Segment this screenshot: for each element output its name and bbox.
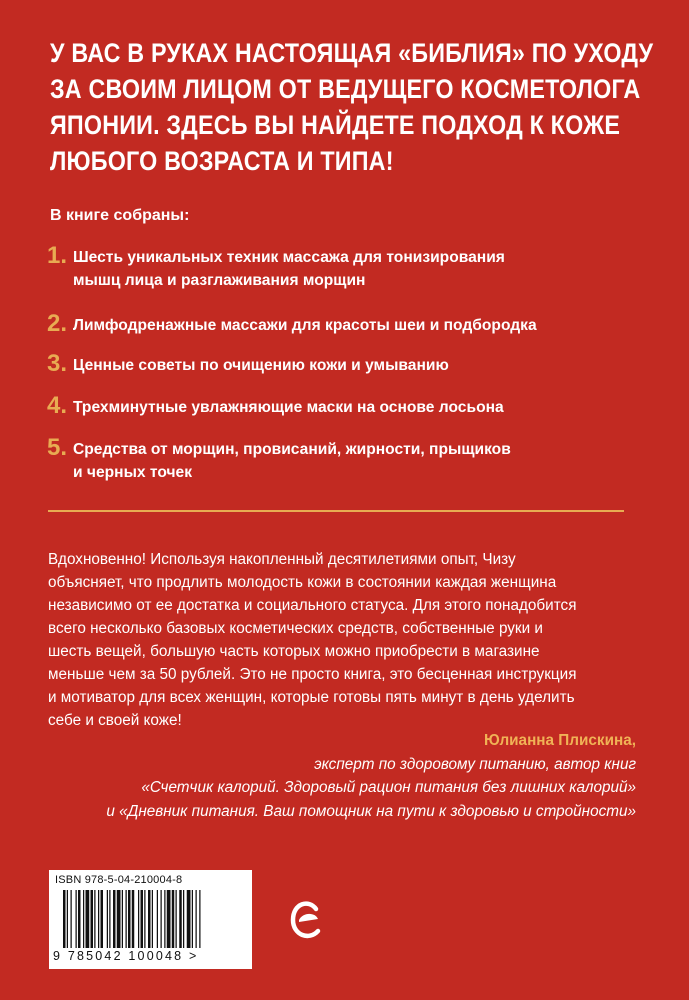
barcode-bar xyxy=(176,890,177,948)
description-line: себе и своей коже! xyxy=(48,712,182,729)
headline-line: У ВАС В РУКАХ НАСТОЯЩАЯ «БИБЛИЯ» ПО УХОДУ xyxy=(50,38,654,68)
feature-text xyxy=(73,246,505,292)
barcode-bar xyxy=(109,890,110,948)
feature-line: Трехминутные увлажняющие маски на основе лосьона xyxy=(73,399,504,416)
description-paragraph xyxy=(48,548,576,732)
feature-text xyxy=(73,314,537,337)
barcode-bar xyxy=(101,890,104,948)
description-line: объясняет, что продлить молодость кожи в состоянии каждая женщина xyxy=(48,574,557,591)
description-line: всего несколько базовых косметических средств, собственные руки и xyxy=(48,620,543,637)
eksmo-logo-icon xyxy=(289,895,323,945)
quote-attribution xyxy=(106,729,636,823)
barcode-bar xyxy=(172,890,175,948)
barcode-bar xyxy=(161,890,162,948)
barcode-bar xyxy=(71,890,72,948)
headline-line: ЯПОНИИ. ЗДЕСЬ ВЫ НАЙДЕТЕ ПОДХОД К КОЖЕ xyxy=(50,110,621,140)
barcode-bar xyxy=(98,890,99,948)
barcode-bar xyxy=(113,890,116,948)
author-name: Юлианна Плискина, xyxy=(484,732,636,749)
barcode-bar xyxy=(187,890,191,948)
barcode-bar xyxy=(94,890,95,948)
barcode-bar xyxy=(67,890,68,948)
headline-line: ЛЮБОГО ВОЗРАСТА И ТИПА! xyxy=(50,146,394,176)
barcode-bar xyxy=(179,890,182,948)
barcode-bar xyxy=(157,890,158,948)
isbn-barcode xyxy=(49,870,252,969)
isbn-label: ISBN 978-5-04-210004-8 xyxy=(55,874,183,886)
barcode-bar xyxy=(152,890,153,948)
barcode-digits: 9 785042 100048 > xyxy=(53,949,199,963)
barcode-bars xyxy=(61,890,245,948)
description-line: независимо от ее достатка и социального статуса. Для этого понадобится xyxy=(48,597,577,614)
barcode-bar xyxy=(196,890,197,948)
description-line: и мотиватор для всех женщин, которые готовы пять минут в день уделить xyxy=(48,689,575,706)
barcode-bar xyxy=(167,890,171,948)
feature-line: мышц лица и разглаживания морщин xyxy=(73,272,366,289)
author-role-line: эксперт по здоровому питанию, автор книг xyxy=(314,755,636,773)
feature-line: Ценные советы по очищению кожи и умыванию xyxy=(73,357,449,374)
description-line: Вдохновенно! Используя накопленный десятилетиями опыт, Чизу xyxy=(48,551,516,568)
feature-number: 2. xyxy=(47,310,68,337)
feature-number: 5. xyxy=(47,434,68,461)
barcode-bar xyxy=(126,890,127,948)
barcode-bar xyxy=(107,890,108,948)
barcode-bar xyxy=(63,890,66,948)
barcode-bar xyxy=(138,890,139,948)
barcode-bar xyxy=(117,890,121,948)
feature-line: Средства от морщин, провисаний, жирности, прыщиков xyxy=(73,441,511,458)
divider-line xyxy=(48,510,624,512)
barcode-bar xyxy=(86,890,90,948)
description-line: меньше чем за 50 рублей. Это не просто книга, это бесценная инструкция xyxy=(48,666,577,683)
barcode-bar xyxy=(141,890,144,948)
feature-line: Шесть уникальных техник массажа для тонизирования xyxy=(73,249,505,266)
feature-number: 3. xyxy=(47,350,68,377)
feature-text xyxy=(73,396,504,419)
feature-text xyxy=(73,354,449,377)
headline-line: ЗА СВОИМ ЛИЦОМ ОТ ВЕДУЩЕГО КОСМЕТОЛОГА xyxy=(50,74,641,104)
feature-number: 1. xyxy=(47,242,68,269)
barcode-bar xyxy=(128,890,131,948)
barcode-bar xyxy=(76,890,77,948)
headline xyxy=(50,35,654,179)
feature-text xyxy=(73,438,511,484)
barcode-bar xyxy=(91,890,94,948)
intro-label: В книге собраны: xyxy=(50,207,190,224)
feature-line: и черных точек xyxy=(73,464,193,481)
barcode-bar xyxy=(192,890,193,948)
barcode-bar xyxy=(83,890,84,948)
barcode-bar xyxy=(164,890,165,948)
barcode-bar xyxy=(78,890,81,948)
barcode-bar xyxy=(148,890,151,948)
barcode-bar xyxy=(199,890,200,948)
barcode-bar xyxy=(183,890,184,948)
barcode-bar xyxy=(122,890,123,948)
feature-number: 4. xyxy=(47,392,68,419)
barcode-bar xyxy=(132,890,135,948)
description-line: шесть вещей, большую часть которых можно приобрести в магазине xyxy=(48,643,540,660)
author-role-line: «Счетчик калорий. Здоровый рацион питания без лишних калорий» xyxy=(141,779,636,796)
author-role-line: и «Дневник питания. Ваш помощник на пути к здоровью и стройности» xyxy=(106,802,636,820)
barcode-bar xyxy=(144,890,145,948)
feature-line: Лимфодренажные массажи для красоты шеи и подбородка xyxy=(73,317,537,334)
